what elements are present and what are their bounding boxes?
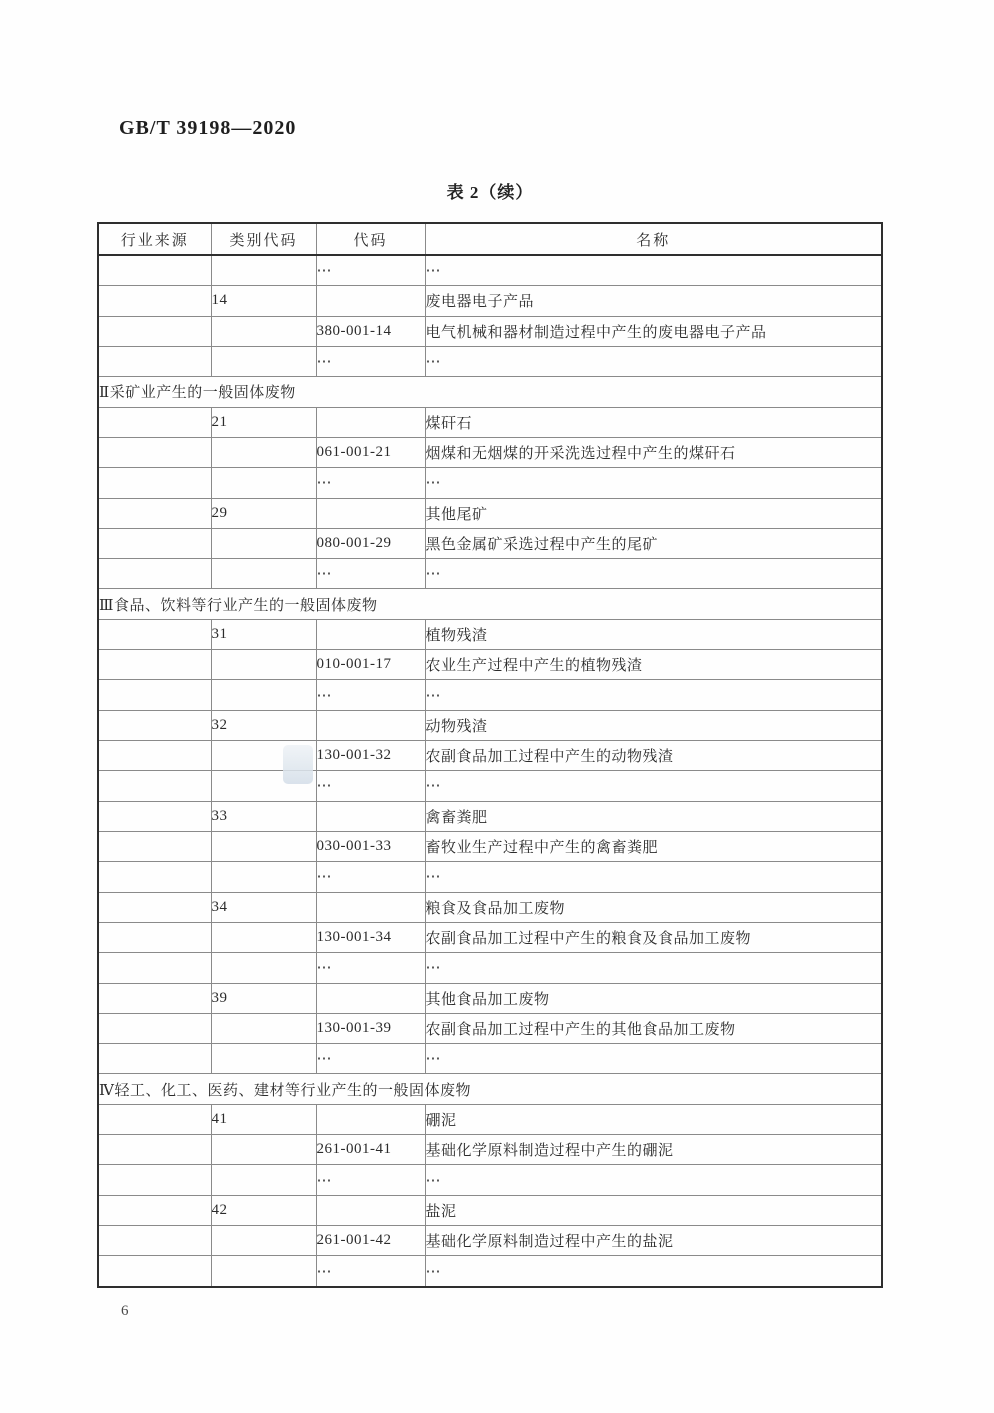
table-cell bbox=[211, 1044, 316, 1074]
table-row bbox=[98, 286, 882, 316]
table-row bbox=[98, 1104, 882, 1134]
table-cell: 农副食品加工过程中产生的动物残渣 bbox=[425, 741, 882, 771]
table-cell bbox=[98, 528, 211, 558]
table-cell bbox=[98, 892, 211, 922]
table-cell bbox=[98, 286, 211, 316]
column-header-category-code: 类别代码 bbox=[211, 223, 316, 255]
table-cell: 禽畜粪肥 bbox=[425, 801, 882, 831]
section-label: Ⅲ食品、饮料等行业产生的一般固体废物 bbox=[98, 589, 882, 619]
table-row bbox=[98, 528, 882, 558]
table-cell: 130-001-32 bbox=[316, 741, 425, 771]
table-row bbox=[98, 831, 882, 861]
table-cell bbox=[316, 1104, 425, 1134]
table-cell bbox=[316, 286, 425, 316]
table-row bbox=[98, 892, 882, 922]
table-row bbox=[98, 771, 882, 801]
table-cell bbox=[98, 498, 211, 528]
table-cell: 烟煤和无烟煤的开采洗选过程中产生的煤矸石 bbox=[425, 437, 882, 467]
table-cell: ⋯ bbox=[425, 953, 882, 983]
table-cell bbox=[98, 1256, 211, 1287]
table-cell: 39 bbox=[211, 983, 316, 1013]
table-cell: 41 bbox=[211, 1104, 316, 1134]
table-cell: 畜牧业生产过程中产生的禽畜粪肥 bbox=[425, 831, 882, 861]
table-cell bbox=[316, 407, 425, 437]
table-cell bbox=[98, 650, 211, 680]
table-cell: ⋯ bbox=[316, 862, 425, 892]
table-cell: 31 bbox=[211, 619, 316, 649]
table-row bbox=[98, 1013, 882, 1043]
table-cell: 粮食及食品加工废物 bbox=[425, 892, 882, 922]
scan-watermark bbox=[283, 745, 313, 784]
table-cell bbox=[211, 1013, 316, 1043]
table-cell bbox=[98, 255, 211, 286]
table-cell: 其他尾矿 bbox=[425, 498, 882, 528]
table-cell: ⋯ bbox=[425, 1165, 882, 1195]
table-cell: 380-001-14 bbox=[316, 316, 425, 346]
table-cell bbox=[98, 1013, 211, 1043]
table-row bbox=[98, 650, 882, 680]
table-cell bbox=[98, 346, 211, 376]
table-body bbox=[98, 255, 882, 1287]
table-cell: ⋯ bbox=[316, 1165, 425, 1195]
table-cell: 261-001-42 bbox=[316, 1226, 425, 1256]
table-cell bbox=[98, 619, 211, 649]
table-cell bbox=[98, 437, 211, 467]
table-cell bbox=[98, 407, 211, 437]
table-cell: 261-001-41 bbox=[316, 1135, 425, 1165]
table-cell: 21 bbox=[211, 407, 316, 437]
column-header-industry-source: 行业来源 bbox=[98, 223, 211, 255]
table-cell bbox=[98, 1226, 211, 1256]
table-cell bbox=[211, 1256, 316, 1287]
table-cell: ⋯ bbox=[425, 771, 882, 801]
section-label: Ⅳ轻工、化工、医药、建材等行业产生的一般固体废物 bbox=[98, 1074, 882, 1104]
table-cell bbox=[98, 1044, 211, 1074]
table-cell: 农副食品加工过程中产生的粮食及食品加工废物 bbox=[425, 922, 882, 952]
table-cell: ⋯ bbox=[316, 953, 425, 983]
table-cell: 34 bbox=[211, 892, 316, 922]
table-cell bbox=[98, 468, 211, 498]
table-cell: ⋯ bbox=[425, 559, 882, 589]
column-header-code: 代码 bbox=[316, 223, 425, 255]
table-cell: ⋯ bbox=[316, 680, 425, 710]
table-row bbox=[98, 801, 882, 831]
table-row bbox=[98, 316, 882, 346]
table-cell: ⋯ bbox=[425, 468, 882, 498]
table-cell bbox=[316, 892, 425, 922]
table-cell: 14 bbox=[211, 286, 316, 316]
table-row bbox=[98, 953, 882, 983]
table-row bbox=[98, 498, 882, 528]
table-cell bbox=[98, 831, 211, 861]
table-cell: 130-001-39 bbox=[316, 1013, 425, 1043]
table-cell: 33 bbox=[211, 801, 316, 831]
table-cell: 基础化学原料制造过程中产生的盐泥 bbox=[425, 1226, 882, 1256]
table-row bbox=[98, 346, 882, 376]
table-cell bbox=[316, 983, 425, 1013]
table-cell: ⋯ bbox=[316, 468, 425, 498]
table-cell: ⋯ bbox=[316, 559, 425, 589]
table-cell bbox=[316, 710, 425, 740]
table-row bbox=[98, 741, 882, 771]
table-cell: 农副食品加工过程中产生的其他食品加工废物 bbox=[425, 1013, 882, 1043]
table-cell: 080-001-29 bbox=[316, 528, 425, 558]
table-cell: ⋯ bbox=[425, 255, 882, 286]
table-row bbox=[98, 1256, 882, 1287]
table-row bbox=[98, 1165, 882, 1195]
table-cell bbox=[316, 1195, 425, 1225]
table-row bbox=[98, 255, 882, 286]
table-cell: 061-001-21 bbox=[316, 437, 425, 467]
table-cell bbox=[211, 559, 316, 589]
table-cell bbox=[211, 650, 316, 680]
table-cell bbox=[211, 346, 316, 376]
table-row bbox=[98, 710, 882, 740]
section-row bbox=[98, 1074, 882, 1104]
table-cell: ⋯ bbox=[425, 1256, 882, 1287]
header-row bbox=[98, 223, 882, 255]
table-row bbox=[98, 922, 882, 952]
table-cell bbox=[98, 771, 211, 801]
table-cell: ⋯ bbox=[316, 255, 425, 286]
table-cell: 硼泥 bbox=[425, 1104, 882, 1134]
table-cell bbox=[98, 1135, 211, 1165]
table-cell bbox=[98, 680, 211, 710]
table-cell: 130-001-34 bbox=[316, 922, 425, 952]
table-cell bbox=[211, 922, 316, 952]
table-cell: 黑色金属矿采选过程中产生的尾矿 bbox=[425, 528, 882, 558]
table-cell bbox=[211, 831, 316, 861]
table-cell bbox=[211, 437, 316, 467]
table-cell bbox=[98, 862, 211, 892]
table-cell bbox=[98, 710, 211, 740]
table-cell: 其他食品加工废物 bbox=[425, 983, 882, 1013]
section-label: Ⅱ采矿业产生的一般固体废物 bbox=[98, 377, 882, 407]
table-cell: 植物残渣 bbox=[425, 619, 882, 649]
section-row bbox=[98, 589, 882, 619]
table-cell bbox=[211, 862, 316, 892]
table-cell: 动物残渣 bbox=[425, 710, 882, 740]
table-cell bbox=[98, 1195, 211, 1225]
section-row bbox=[98, 377, 882, 407]
table-cell bbox=[316, 801, 425, 831]
table-row bbox=[98, 619, 882, 649]
table-cell: 废电器电子产品 bbox=[425, 286, 882, 316]
table-cell bbox=[98, 741, 211, 771]
table-row bbox=[98, 468, 882, 498]
table-title: 表 2（续） bbox=[446, 183, 534, 202]
table-cell: 030-001-33 bbox=[316, 831, 425, 861]
table-cell bbox=[211, 680, 316, 710]
table-cell: 29 bbox=[211, 498, 316, 528]
standard-number: GB/T 39198—2020 bbox=[119, 117, 297, 139]
table-cell bbox=[98, 1165, 211, 1195]
table-row bbox=[98, 680, 882, 710]
table-cell bbox=[98, 1104, 211, 1134]
table-cell bbox=[98, 316, 211, 346]
table-cell bbox=[316, 619, 425, 649]
table-cell bbox=[98, 559, 211, 589]
table-cell bbox=[98, 983, 211, 1013]
table-row bbox=[98, 559, 882, 589]
table-cell: 盐泥 bbox=[425, 1195, 882, 1225]
table-cell: ⋯ bbox=[316, 1044, 425, 1074]
table-cell bbox=[211, 255, 316, 286]
table-cell: 电气机械和器材制造过程中产生的废电器电子产品 bbox=[425, 316, 882, 346]
table-cell: ⋯ bbox=[425, 1044, 882, 1074]
table-cell: 32 bbox=[211, 710, 316, 740]
table-cell: ⋯ bbox=[425, 346, 882, 376]
table-cell bbox=[316, 498, 425, 528]
table-cell bbox=[211, 528, 316, 558]
table-cell: 010-001-17 bbox=[316, 650, 425, 680]
table-row bbox=[98, 1195, 882, 1225]
table-row bbox=[98, 1135, 882, 1165]
table-cell: ⋯ bbox=[425, 862, 882, 892]
table-cell: 农业生产过程中产生的植物残渣 bbox=[425, 650, 882, 680]
table-cell bbox=[211, 1135, 316, 1165]
table-cell bbox=[98, 922, 211, 952]
table-cell: ⋯ bbox=[316, 346, 425, 376]
table-cell bbox=[98, 953, 211, 983]
table-cell bbox=[211, 953, 316, 983]
table-cell: ⋯ bbox=[316, 1256, 425, 1287]
table-cell: ⋯ bbox=[316, 771, 425, 801]
table-cell: ⋯ bbox=[425, 680, 882, 710]
waste-code-table bbox=[97, 222, 883, 1288]
table-row bbox=[98, 983, 882, 1013]
table-row bbox=[98, 862, 882, 892]
table-cell bbox=[211, 1165, 316, 1195]
table-row bbox=[98, 1044, 882, 1074]
column-header-name: 名称 bbox=[425, 223, 882, 255]
table-cell bbox=[211, 468, 316, 498]
table-row bbox=[98, 1226, 882, 1256]
table-cell: 42 bbox=[211, 1195, 316, 1225]
table-cell bbox=[98, 801, 211, 831]
table-row bbox=[98, 437, 882, 467]
table-cell bbox=[211, 1226, 316, 1256]
table-cell bbox=[211, 316, 316, 346]
table-cell: 煤矸石 bbox=[425, 407, 882, 437]
table-row bbox=[98, 407, 882, 437]
table-cell: 基础化学原料制造过程中产生的硼泥 bbox=[425, 1135, 882, 1165]
page-number: 6 bbox=[121, 1303, 129, 1319]
